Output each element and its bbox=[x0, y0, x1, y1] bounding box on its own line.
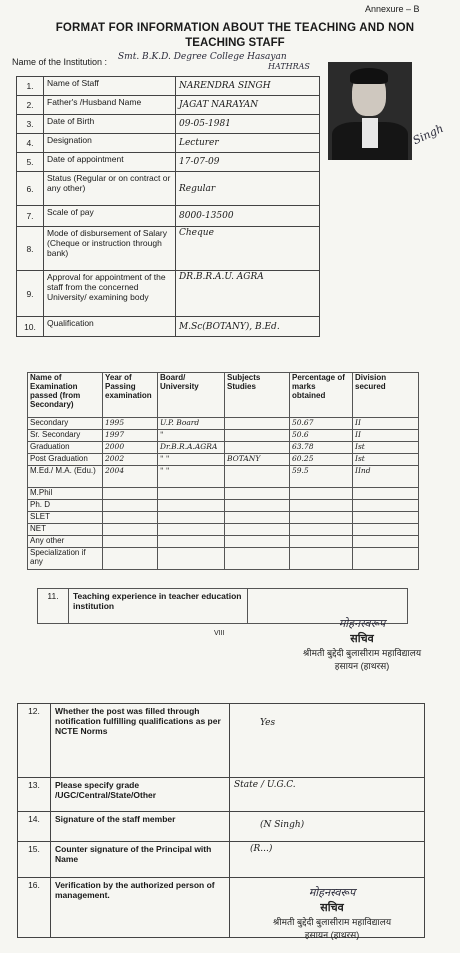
column-header: Subjects Studies bbox=[225, 373, 290, 418]
table-row bbox=[28, 500, 419, 512]
board-cell: " " bbox=[158, 466, 225, 488]
page-marker: VIII bbox=[214, 630, 225, 637]
field-value: Regular bbox=[176, 172, 320, 206]
field-label: Name of Staff bbox=[44, 77, 176, 96]
column-header: Board/ University bbox=[158, 373, 225, 418]
field-value: 17-07-09 bbox=[176, 153, 320, 172]
table-row bbox=[28, 488, 419, 500]
percentage-cell: 59.5 bbox=[290, 466, 353, 488]
field-value: (N Singh) bbox=[230, 812, 425, 842]
field-label: Status (Regular or on contract or any other) bbox=[44, 172, 176, 206]
field-value: (R...) bbox=[230, 842, 425, 878]
exam-name: Specialization if any bbox=[28, 548, 103, 570]
table-row bbox=[18, 842, 425, 878]
exam-name: M.Ed./ M.A. (Edu.) bbox=[28, 466, 103, 488]
row-number: 11. bbox=[38, 589, 69, 624]
field-label: Date of Birth bbox=[44, 115, 176, 134]
field-value: JAGAT NARAYAN bbox=[176, 96, 320, 115]
row-number: 10. bbox=[17, 317, 44, 337]
row-number: 7. bbox=[17, 206, 44, 227]
annexure-label: Annexure – B bbox=[365, 4, 420, 14]
form-title-line2: TEACHING STAFF bbox=[185, 37, 285, 49]
field-label: Father's /Husband Name bbox=[44, 96, 176, 115]
year-cell: 2004 bbox=[103, 466, 158, 488]
institution-value-city: HATHRAS bbox=[268, 62, 310, 71]
field-value: Cheque bbox=[176, 227, 320, 271]
table-row bbox=[18, 812, 425, 842]
column-header: Percentage of marks obtained bbox=[290, 373, 353, 418]
subject-cell bbox=[225, 418, 290, 430]
row-number: 1. bbox=[17, 77, 44, 96]
field-label: Scale of pay bbox=[44, 206, 176, 227]
percentage-cell: 60.25 bbox=[290, 454, 353, 466]
stamp-title: सचिव bbox=[320, 902, 344, 914]
table-row bbox=[17, 115, 320, 134]
row-number: 12. bbox=[18, 704, 51, 778]
table-row bbox=[17, 317, 320, 337]
table-row bbox=[17, 77, 320, 96]
stamp-line: हसायन (हाथरस) bbox=[334, 661, 390, 671]
division-cell: II bbox=[353, 430, 419, 442]
column-header: Division secured bbox=[353, 373, 419, 418]
table-row bbox=[28, 430, 419, 442]
table-row bbox=[17, 153, 320, 172]
column-header: Name of Examination passed (from Secondary) bbox=[28, 373, 103, 418]
exam-name: Secondary bbox=[28, 418, 103, 430]
table-row bbox=[17, 271, 320, 317]
row-number: 9. bbox=[17, 271, 44, 317]
qualification-table bbox=[27, 372, 419, 570]
year-cell: 1995 bbox=[103, 418, 158, 430]
form-title-line1: FORMAT FOR INFORMATION ABOUT THE TEACHING AND NON bbox=[55, 22, 415, 34]
percentage-cell: 63.78 bbox=[290, 442, 353, 454]
table-row bbox=[28, 524, 419, 536]
row-number: 4. bbox=[17, 134, 44, 153]
field-label: Whether the post was filled through notification fulfilling qualifications as per NCTE Norms bbox=[51, 704, 230, 778]
stamp-line: हसायन (हाथरस) bbox=[304, 930, 360, 940]
table-row bbox=[18, 704, 425, 778]
field-label: Date of appointment bbox=[44, 153, 176, 172]
exam-name: Any other bbox=[28, 536, 103, 548]
board-cell: Dr.B.R.A.AGRA bbox=[158, 442, 225, 454]
field-label: Mode of disbursement of Salary (Cheque or instruction through bank) bbox=[44, 227, 176, 271]
year-cell: 1997 bbox=[103, 430, 158, 442]
field-label: Approval for appointment of the staff from the concerned University/ examining body bbox=[44, 271, 176, 317]
field-label: Designation bbox=[44, 134, 176, 153]
division-cell: Ist bbox=[353, 454, 419, 466]
board-cell: U.P. Board bbox=[158, 418, 225, 430]
field-value: Lecturer bbox=[176, 134, 320, 153]
field-value: M.Sc(BOTANY), B.Ed. bbox=[176, 317, 320, 337]
division-cell: IInd bbox=[353, 466, 419, 488]
exam-name: Ph. D bbox=[28, 500, 103, 512]
stamp-signature: मोहनस्वरूप bbox=[338, 617, 386, 630]
row-number: 15. bbox=[18, 842, 51, 878]
stamp-signature: मोहनस्वरूप bbox=[308, 886, 356, 899]
table-row bbox=[17, 134, 320, 153]
percentage-cell: 50.67 bbox=[290, 418, 353, 430]
row-number: 5. bbox=[17, 153, 44, 172]
table-row bbox=[28, 442, 419, 454]
subject-cell bbox=[225, 442, 290, 454]
field-value: DR.B.R.A.U. AGRA bbox=[176, 271, 320, 317]
exam-name: NET bbox=[28, 524, 103, 536]
secretary-stamp bbox=[262, 616, 460, 672]
exam-name: SLET bbox=[28, 512, 103, 524]
row-number: 3. bbox=[17, 115, 44, 134]
personal-details-table bbox=[16, 76, 320, 337]
percentage-cell: 50.6 bbox=[290, 430, 353, 442]
table-row bbox=[28, 512, 419, 524]
subject-cell bbox=[225, 466, 290, 488]
field-label: Please specify grade /UGC/Central/State/Other bbox=[51, 778, 230, 812]
secretary-stamp-bottom bbox=[232, 885, 432, 941]
division-cell: II bbox=[353, 418, 419, 430]
institution-label: Name of the Institution : bbox=[12, 57, 108, 67]
stamp-title: सचिव bbox=[350, 633, 374, 645]
row-number: 14. bbox=[18, 812, 51, 842]
field-label: Counter signature of the Principal with Name bbox=[51, 842, 230, 878]
institution-value: Smt. B.K.D. Degree College Hasayan bbox=[118, 52, 287, 62]
field-label: Signature of the staff member bbox=[51, 812, 230, 842]
table-header-row bbox=[28, 373, 419, 418]
exam-name: Sr. Secondary bbox=[28, 430, 103, 442]
year-cell: 2002 bbox=[103, 454, 158, 466]
field-label: Verification by the authorized person of management. bbox=[51, 878, 230, 938]
row-number: 8. bbox=[17, 227, 44, 271]
row-number: 16. bbox=[18, 878, 51, 938]
photo-signature: Singh bbox=[410, 121, 446, 148]
board-cell: " bbox=[158, 430, 225, 442]
field-value: NARENDRA SINGH bbox=[176, 77, 320, 96]
subject-cell bbox=[225, 430, 290, 442]
exam-name: Post Graduation bbox=[28, 454, 103, 466]
table-row bbox=[17, 227, 320, 271]
row-number: 2. bbox=[17, 96, 44, 115]
stamp-line: श्रीमती बुद्देदी बुलासीराम महाविद्यालय bbox=[272, 917, 392, 927]
row-number: 13. bbox=[18, 778, 51, 812]
field-value: 8000-13500 bbox=[176, 206, 320, 227]
field-value: State / U.G.C. bbox=[230, 778, 425, 812]
table-row bbox=[18, 778, 425, 812]
field-value: 09-05-1981 bbox=[176, 115, 320, 134]
table-row bbox=[17, 172, 320, 206]
table-row bbox=[17, 206, 320, 227]
table-row bbox=[28, 548, 419, 570]
table-row bbox=[28, 418, 419, 430]
row-number: 6. bbox=[17, 172, 44, 206]
exam-name: M.Phil bbox=[28, 488, 103, 500]
table-row bbox=[28, 454, 419, 466]
staff-photo bbox=[328, 62, 412, 160]
board-cell: " " bbox=[158, 454, 225, 466]
table-row bbox=[17, 96, 320, 115]
field-value: Yes bbox=[230, 704, 425, 778]
column-header: Year of Passing examination bbox=[103, 373, 158, 418]
division-cell: Ist bbox=[353, 442, 419, 454]
field-label: Teaching experience in teacher education institution bbox=[69, 589, 248, 624]
table-row bbox=[28, 536, 419, 548]
stamp-line: श्रीमती बुद्देदी बुलासीराम महाविद्यालय bbox=[302, 648, 422, 658]
year-cell: 2000 bbox=[103, 442, 158, 454]
subject-cell: BOTANY bbox=[225, 454, 290, 466]
table-row bbox=[28, 466, 419, 488]
exam-name: Graduation bbox=[28, 442, 103, 454]
field-label: Qualification bbox=[44, 317, 176, 337]
